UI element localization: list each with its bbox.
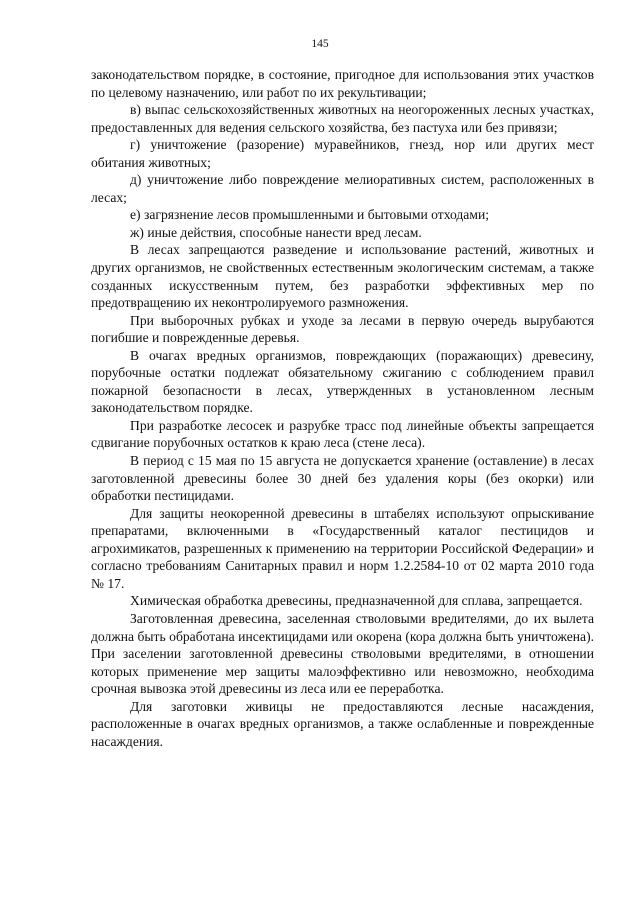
paragraph: Для защиты неокоренной древесины в штабелях используют опрыскивание препаратами, включенными в «Государственный каталог пестицидов и агрохимикатов, разрешенных к применению на территории Российской Федерации» и согласно требованиям Санитарных правил и норм 1.2.2584-10 от 02 марта 2010 года № 17.	[91, 505, 594, 591]
paragraph: д) уничтожение либо повреждение мелиоративных систем, расположенных в лесах;	[91, 172, 594, 205]
paragraph: в) выпас сельскохозяйственных животных на неогороженных лесных участках, предоставленных для ведения сельского хозяйства, без пастуха или без привязи;	[91, 102, 594, 135]
paragraph: Для заготовки живицы не предоставляются лесные насаждения, расположенные в очагах вредных организмов, а также ослабленные и поврежденные насаждения.	[91, 698, 594, 749]
paragraph: В очагах вредных организмов, повреждающих (поражающих) древесину, порубочные остатки подлежат обязательному сжиганию с соблюдением правил пожарной безопасности в лесах, утвержденных в установленном лесным законодательством порядке.	[91, 347, 594, 416]
paragraph: При разработке лесосек и разрубке трасс под линейные объекты запрещается сдвигание порубочных остатков к краю леса (стене леса).	[91, 417, 594, 451]
paragraph: Химическая обработка древесины, предназначенной для сплава, запрещается.	[130, 593, 583, 609]
paragraph: ж) иные действия, способные нанести вред лесам.	[130, 224, 422, 240]
paragraph: При выборочных рубках и уходе за лесами в первую очередь вырубаются погибшие и поврежденные деревья.	[91, 312, 594, 346]
document-body	[91, 66, 594, 750]
paragraph: е) загрязнение лесов промышленными и бытовыми отходами;	[130, 207, 489, 223]
paragraph: В период с 15 мая по 15 августа не допускается хранение (оставление) в лесах заготовленной древесины более 30 дней без удаления коры (без окорки) или обработки пестицидами.	[91, 453, 594, 504]
paragraph: законодательством порядке, в состояние, пригодное для использования этих участков по целевому назначению, или работ по их рекультивации;	[91, 67, 594, 100]
page-number: 145	[311, 38, 329, 50]
paragraph: г) уничтожение (разорение) муравейников, гнезд, нор или других мест обитания животных;	[91, 137, 594, 170]
paragraph: Заготовленная древесина, заселенная стволовыми вредителями, до их вылета должна быть обработана инсектицидами или окорена (кора должна быть уничтожена). При заселении заготовленной древесины стволовыми вредителями, в отношении которых применение мер защиты малоэффективно или невозможно, необходима срочная вывозка этой древесины из леса или ее переработка.	[91, 610, 594, 697]
paragraph: В лесах запрещаются разведение и использование растений, животных и других организмов, не свойственных естественным экологическим системам, а также созданных искусственным путем, без разработки эффективных мер по предотвращению их неконтролируемого размножения.	[91, 242, 594, 311]
